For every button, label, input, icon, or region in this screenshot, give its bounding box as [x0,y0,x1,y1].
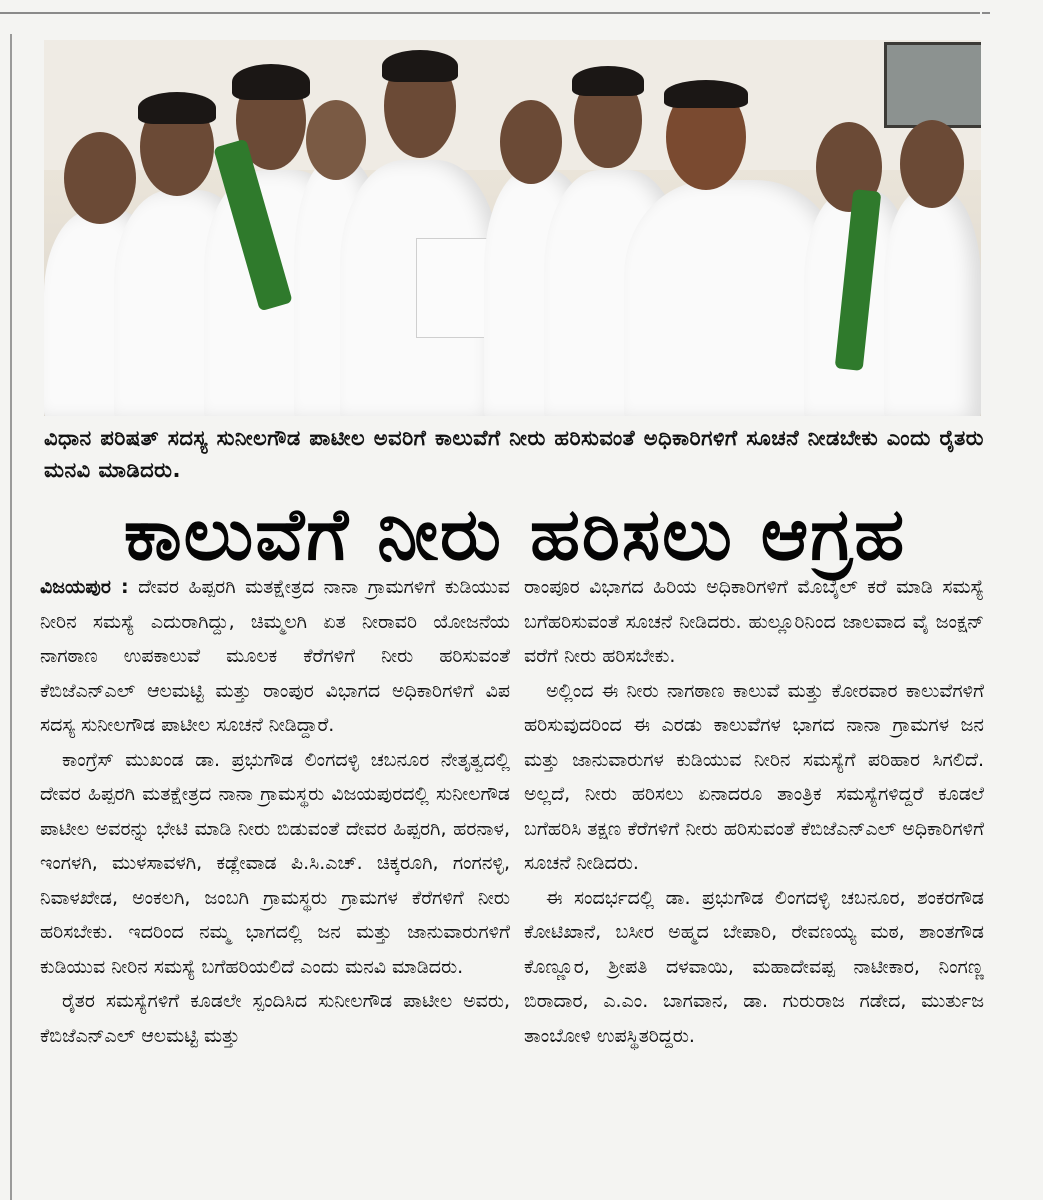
headline: ಕಾಲುವೆಗೆ ನೀರು ಹರಿಸಲು ಆಗ್ರಹ [123,492,907,576]
article-column-left [40,570,510,1053]
photo-person-head [500,100,562,184]
photo-person-head [900,120,964,208]
photo-person [884,190,981,416]
article-column-right [524,570,984,1053]
photo-person-hair [138,92,216,124]
photo-person-hair [232,64,310,100]
dateline: ವಿಜಯಪುರ : [40,576,129,598]
photo-person-hair [572,66,644,96]
article-paragraph: ಕಾಂಗ್ರೆಸ್ ಮುಖಂಡ ಡಾ. ಪ್ರಭುಗೌಡ ಲಿಂಗದಳ್ಳಿ ಚಬನೂರ ನೇತೃತ್ವದಲ್ಲಿ ದೇವರ ಹಿಪ್ಪರಗಿ ಮತಕ್ಷೇತ್ರದ ನಾನಾ ಗ್ರಾಮಸ್ಥರು ವಿಜಯಪುರದಲ್ಲಿ ಸುನೀಲಗೌಡ ಪಾಟೀಲ ಅವರನ್ನು ಭೇಟಿ ಮಾಡಿ ನೀರು ಬಿಡುವಂತೆ ದೇವರ ಹಿಪ್ಪರಗಿ, ಹರನಾಳ, ಇಂಗಳಗಿ, ಮುಳಸಾವಳಗಿ, ಕಡ್ಲೇವಾಡ ಪಿ.ಸಿ.ಎಚ್. ಚಿಕ್ಕರೂಗಿ, ಗಂಗನಳ್ಳಿ, ನಿವಾಳಖೇಡ, ಅಂಕಲಗಿ, ಜಂಬಗಿ ಗ್ರಾಮಸ್ಥರು ಗ್ರಾಮಗಳ ಕೆರೆಗಳಿಗೆ ನೀರು ಹರಿಸಬೇಕು. ಇದರಿಂದ ನಮ್ಮ ಭಾಗದಲ್ಲಿ ಜನ ಮತ್ತು ಜಾನುವಾರುಗಳಿಗೆ ಕುಡಿಯುವ ನೀರಿನ ಸಮಸ್ಯೆ ಬಗೆಹರಿಯಲಿದೆ ಎಂದು ಮನವಿ ಮಾಡಿದರು. [40,748,510,978]
news-photo [44,40,981,416]
top-rule-end [982,12,990,14]
paragraph-text: ದೇವರ ಹಿಪ್ಪರಗಿ ಮತಕ್ಷೇತ್ರದ ನಾನಾ ಗ್ರಾಮಗಳಿಗೆ ಕುಡಿಯುವ ನೀರಿನ ಸಮಸ್ಯೆ ಎದುರಾಗಿದ್ದು, ಚಿಮ್ಮಲಗಿ ಏತ ನೀರಾವರಿ ಯೋಜನೆಯ ನಾಗಠಾಣ ಉಪಕಾಲುವೆ ಮೂಲಕ ಕೆರೆಗಳಿಗೆ ನೀರು ಹರಿಸುವಂತೆ ಕೆಬಿಜೆಎನ್ಎಲ್ ಆಲಮಟ್ಟಿ ಮತ್ತು ರಾಂಪುರ ವಿಭಾಗದ ಅಧಿಕಾರಿಗಳಿಗೆ ವಿಪ ಸದಸ್ಯ ಸುನೀಲಗೌಡ ಪಾಟೀಲ ಸೂಚನೆ ನೀಡಿದ್ದಾರೆ. [40,576,511,736]
photo-wall-frame [884,42,981,128]
photo-person-hair [664,80,748,108]
article-paragraph: ರೈತರ ಸಮಸ್ಯೆಗಳಿಗೆ ಕೂಡಲೇ ಸ್ಪಂದಿಸಿದ ಸುನೀಲಗೌಡ ಪಾಟೀಲ ಅವರು, ಕೆಬಿಜೆಎನ್ಎಲ್ ಆಲಮಟ್ಟಿ ಮತ್ತು [40,990,510,1047]
top-rule [0,12,980,14]
article-paragraph: ಅಲ್ಲಿಂದ ಈ ನೀರು ನಾಗಠಾಣ ಕಾಲುವೆ ಮತ್ತು ಕೋರವಾರ ಕಾಲುವೆಗಳಿಗೆ ಹರಿಸುವುದರಿಂದ ಈ ಎರಡು ಕಾಲುವೆಗಳ ಭಾಗದ ನಾನಾ ಗ್ರಾಮಗಳ ಜನ ಮತ್ತು ಜಾನುವಾರುಗಳ ಕುಡಿಯುವ ನೀರಿನ ಸಮಸ್ಯೆಗೆ ಪರಿಹಾರ ಸಿಗಲಿದೆ. ಅಲ್ಲದೆ, ನೀರು ಹರಿಸಲು ಏನಾದರೂ ತಾಂತ್ರಿಕ ಸಮಸ್ಯೆಗಳಿದ್ದರೆ ಕೂಡಲೆ ಬಗೆಹರಿಸಿ ತಕ್ಷಣ ಕೆರೆಗಳಿಗೆ ನೀರು ಹರಿಸುವಂತೆ ಕೆಬಿಜೆಎನ್ಎಲ್ ಅಧಿಕಾರಿಗಳಿಗೆ ಸೂಚನೆ ನೀಡಿದರು. [524,679,984,874]
article-paragraph: ಈ ಸಂದರ್ಭದಲ್ಲಿ ಡಾ. ಪ್ರಭುಗೌಡ ಲಿಂಗದಳ್ಳಿ ಚಬನೂರ, ಶಂಕರಗೌಡ ಕೋಟಿಖಾನೆ, ಬಸೀರ ಅಹ್ಮದ ಬೇಪಾರಿ, ರೇವಣಯ್ಯ ಮಠ, ಶಾಂತಗೌಡ ಕೊಣ್ಣೂರ, ಶ್ರೀಪತಿ ದಳವಾಯಿ, ಮಹಾದೇವಪ್ಪ ನಾಟೀಕಾರ, ನಿಂಗಣ್ಣ ಬಿರಾದಾರ, ಎ.ಎಂ. ಬಾಗವಾನ, ಡಾ. ಗುರುರಾಜ ಗಡೇದ, ಮುರ್ತುಜ ತಾಂಬೋಳಿ ಉಪಸ್ಥಿತರಿದ್ದರು. [524,886,984,1047]
article-paragraph [40,570,510,743]
photo-caption: ವಿಧಾನ ಪರಿಷತ್ ಸದಸ್ಯ ಸುನೀಲಗೌಡ ಪಾಟೀಲ ಅವರಿಗೆ ಕಾಲುವೆಗೆ ನೀರು ಹರಿಸುವಂತೆ ಅಧಿಕಾರಿಗಳಿಗೆ ಸೂಚನೆ ನೀಡಬೇಕು ಎಂದು ರೈತರು ಮನವಿ ಮಾಡಿದರು. [44,426,984,482]
photo-memorandum [416,238,488,338]
column-rule [10,34,12,1200]
article-paragraph: ರಾಂಪೂರ ವಿಭಾಗದ ಹಿರಿಯ ಅಧಿಕಾರಿಗಳಿಗೆ ಮೊಬೈಲ್ ಕರೆ ಮಾಡಿ ಸಮಸ್ಯೆ ಬಗೆಹರಿಸುವಂತೆ ಸೂಚನೆ ನೀಡಿದರು. ಹುಲ್ಲೂರಿನಿಂದ ಜಾಲವಾದ ವೈ ಜಂಕ್ಷನ್ ವರೆಗೆ ನೀರು ಹರಿಸಬೇಕು. [524,576,984,667]
photo-person-hair [382,50,458,82]
photo-person-head [306,100,366,180]
photo-person-head [64,132,136,224]
